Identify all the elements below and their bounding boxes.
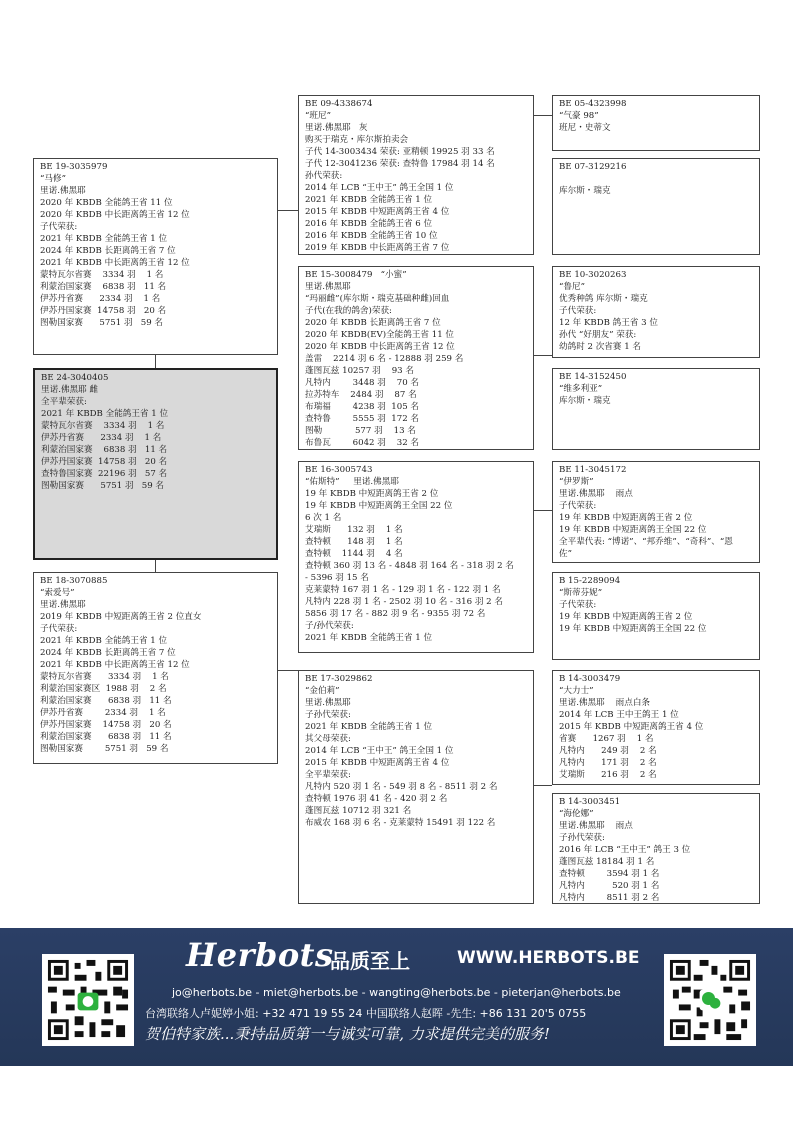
pedigree-line: 盖雷 2214 羽 6 名 - 12888 羽 259 名 <box>305 354 464 364</box>
pedigree-line: 2015 年 KBDB 中短距离鸽王省 4 位 <box>305 758 450 768</box>
pedigree-line: BE 17-3029862 <box>305 674 373 684</box>
pedigree-line: 19 年 KBDB 中短距离鸽王省 2 位 <box>559 612 693 622</box>
pedigree-line: BE 10-3020263 <box>559 270 627 280</box>
pedigree-line: BE 24-3040405 <box>41 373 109 383</box>
pedigree-line: 查特鲁国家赛 22196 羽 57 名 <box>41 469 168 479</box>
pedigree-line: 里诺.佛黑耶 雌 <box>41 385 99 395</box>
pedigree-line: 蓬图瓦兹 10712 羽 321 名 <box>305 806 412 816</box>
pedigree-line: 2024 年 KBDB 长距离鸽王省 7 位 <box>40 648 176 658</box>
pedigree-line: “海伦娜” <box>559 809 594 819</box>
pedigree-line: 蓬图瓦兹 10257 羽 93 名 <box>305 366 414 376</box>
pedigree-line: BE 16-3005743 <box>305 465 373 475</box>
pedigree-line: 凡特内 8511 羽 2 名 <box>559 893 660 903</box>
pedigree-line: 孙代 “好朋友” 荣获: <box>559 330 637 340</box>
dam-sire-card <box>298 461 534 653</box>
sire-dam-card <box>298 266 534 450</box>
pedigree-line: 里诺.佛黑耶 雨点 <box>559 489 633 499</box>
pedigree-line: “斯蒂芬妮” <box>559 588 603 598</box>
sire-sire-sire-card <box>552 95 760 151</box>
pedigree-line: 2021 年 KBDB 全能鸽王省 1 位 <box>41 409 169 419</box>
pedigree-line: 图勒 577 羽 13 名 <box>305 426 416 436</box>
pedigree-line: BE 18-3070885 <box>40 576 108 586</box>
pedigree-line: 2015 年 KBDB 中短距离鸽王省 4 位 <box>305 207 450 217</box>
pedigree-line: 全平辈荣获: <box>305 770 351 780</box>
pedigree-line: 19 年 KBDB 中短距离鸽王省 2 位 <box>559 513 693 523</box>
dam-dam-dam-card <box>552 793 760 904</box>
pedigree-line: BE 09-4338674 <box>305 99 373 109</box>
pedigree-line: 2015 年 KBDB 中短距离鸽王省 4 位 <box>559 722 704 732</box>
pedigree-line: 子代荣获: <box>559 501 597 511</box>
pedigree-line: BE 15-3008479 “小蜜” <box>305 270 407 280</box>
pedigree-line: 里诺.佛黑耶 <box>305 698 351 708</box>
pedigree-line: 利蒙治国家赛区 1988 羽 2 名 <box>40 684 167 694</box>
pedigree-line: BE 07-3129216 <box>559 162 627 172</box>
sire-dam-sire-card <box>552 266 760 358</box>
pedigree-line: B 14-3003451 <box>559 797 621 807</box>
sire-sire-card <box>298 95 534 255</box>
pedigree-line: 伊苏丹国家赛 14758 羽 20 名 <box>41 457 168 467</box>
connector <box>534 355 552 356</box>
pedigree-line: 2020 年 KBDB 长距离鸽王省 7 位 <box>305 318 441 328</box>
pedigree-line: 2021 年 KBDB 全能鸽王省 1 位 <box>305 195 433 205</box>
qr-code-icon[interactable] <box>664 954 756 1046</box>
pedigree-line: 2020 年 KBDB 中长距离鸽王省 12 位 <box>305 342 455 352</box>
pedigree-line: 2021 年 KBDB 中长距离鸽王省 12 位 <box>40 660 190 670</box>
pedigree-line: BE 05-4323998 <box>559 99 627 109</box>
pedigree-line: 凡特内 228 羽 1 名 - 2502 羽 10 名 - 316 羽 2 名 <box>305 597 503 607</box>
pedigree-line: 12 年 KBDB 鸽王省 3 位 <box>559 318 658 328</box>
pedigree-line: 19 年 KBDB 中短距离鸽王全国 22 位 <box>305 501 453 511</box>
pedigree-line: 子孙代荣获: <box>305 710 351 720</box>
pedigree-line: B 15-2289094 <box>559 576 621 586</box>
pedigree-line: 利蒙治国家赛 6838 羽 11 名 <box>40 732 172 742</box>
pedigree-line: 2021 年 KBDB 中长距离鸽王省 12 位 <box>40 258 190 268</box>
pedigree-line: 子/孙代荣获: <box>305 621 354 631</box>
subject-card <box>33 368 278 560</box>
connector <box>155 355 156 369</box>
pedigree-line: 5856 羽 17 名 - 882 羽 9 名 - 9355 羽 72 名 <box>305 609 486 619</box>
pedigree-line: 其父母荣获: <box>305 734 351 744</box>
footer-banner <box>0 928 793 1066</box>
pedigree-line: 子代 14-3003434 荣获: 亚精顿 19925 羽 33 名 <box>305 147 495 157</box>
pedigree-line: 伊苏丹省赛 2334 羽 1 名 <box>40 294 161 304</box>
sire-sire-dam-card <box>552 158 760 255</box>
pedigree-line: 孙代荣获: <box>305 171 343 181</box>
pedigree-line: 凡特内 171 羽 2 名 <box>559 758 657 768</box>
pedigree-line: 购买于瑞克・库尔斯拍卖会 <box>305 135 409 145</box>
pedigree-line: 蓬图瓦兹 18184 羽 1 名 <box>559 857 655 867</box>
pedigree-line: “鲁尼” <box>559 282 585 292</box>
pedigree-line: - 5396 羽 15 名 <box>305 573 369 583</box>
pedigree-line: 子代荣获: <box>40 624 78 634</box>
pedigree-line: BE 11-3045172 <box>559 465 627 475</box>
pedigree-line: 子代荣获: <box>559 306 597 316</box>
pedigree-line: 库尔斯・瑞克 <box>559 396 611 406</box>
pedigree-line: 2014 年 LCB “王中王” 鸽王全国 1 位 <box>305 746 454 756</box>
pedigree-line: 6 次 1 名 <box>305 513 342 523</box>
dam-card <box>33 572 278 764</box>
pedigree-line: “维多利亚” <box>559 384 603 394</box>
pedigree-line: 19 年 KBDB 中短距离鸽王全国 22 位 <box>559 624 707 634</box>
pedigree-line: 2019 年 KBDB 中长距离鸽王省 7 位 <box>305 243 450 253</box>
pedigree-line: “大力士” <box>559 686 594 696</box>
pedigree-line: B 14-3003479 <box>559 674 621 684</box>
pedigree-line: 2014 年 LCB “王中王” 鸽王全国 1 位 <box>305 183 454 193</box>
pedigree-line: 省赛 1267 羽 1 名 <box>559 734 654 744</box>
brand-logo: Herbots <box>186 936 334 974</box>
pedigree-line: 利蒙治国家赛 6838 羽 11 名 <box>40 282 167 292</box>
pedigree-line: BE 14-3152450 <box>559 372 627 382</box>
connector <box>155 558 156 573</box>
pedigree-line: 布鲁瓦 6042 羽 32 名 <box>305 438 420 448</box>
pedigree-line: 拉苏特车 2484 羽 87 名 <box>305 390 417 400</box>
pedigree-line: 2016 年 KBDB 全能鸽王省 6 位 <box>305 219 433 229</box>
pedigree-line: 全平辈荣获: <box>41 397 87 407</box>
connector <box>534 115 552 116</box>
pedigree-line: 布瑞福 4238 羽 105 名 <box>305 402 420 412</box>
pedigree-line: 佐” <box>559 549 572 559</box>
pedigree-line: 班尼・史蒂文 <box>559 123 611 133</box>
pedigree-line: 蒙特瓦尔省赛 3334 羽 1 名 <box>40 672 169 682</box>
pedigree-line: 利蒙治国家赛 6838 羽 11 名 <box>40 696 172 706</box>
pedigree-line: 克莱蒙特 167 羽 1 名 - 129 羽 1 名 - 122 羽 1 名 <box>305 585 501 595</box>
pedigree-line: 库尔斯・瑞克 <box>559 186 611 196</box>
pedigree-line: 2021 年 KBDB 全能鸽王省 1 位 <box>40 234 168 244</box>
pedigree-line: 艾瑞斯 132 羽 1 名 <box>305 525 403 535</box>
connector <box>534 785 552 786</box>
pedigree-line: 查特顿 1144 羽 4 名 <box>305 549 403 559</box>
pedigree-line: 2024 年 KBDB 长距离鸽王省 7 位 <box>40 246 176 256</box>
connector <box>534 510 552 511</box>
pedigree-line: 伊苏丹国家赛 14758 羽 20 名 <box>40 306 167 316</box>
pedigree-line <box>559 173 753 185</box>
pedigree-line: 查特顿 360 羽 13 名 - 4848 羽 164 名 - 318 羽 2 名 <box>305 561 514 571</box>
pedigree-line: 里诺.佛黑耶 雨点白条 <box>559 698 651 708</box>
pedigree-line: “伊罗斯” <box>559 477 594 487</box>
connector <box>278 210 298 211</box>
pedigree-line: 全平辈代表: “博诺”、“邦乔维”、“奇科”、“恩 <box>559 537 733 547</box>
pedigree-line: 图勒国家赛 5751 羽 59 名 <box>40 744 169 754</box>
pedigree-line: 凡特内 249 羽 2 名 <box>559 746 657 756</box>
pedigree-line: 2020 年 KBDB 中长距离鸽王省 12 位 <box>40 210 190 220</box>
pedigree-line: 2016 年 LCB “王中王” 鸽王 3 位 <box>559 845 691 855</box>
pedigree-line: 2021 年 KBDB 全能鸽王省 1 位 <box>305 633 433 643</box>
pedigree-line: 19 年 KBDB 中短距离鸽王全国 22 位 <box>559 525 707 535</box>
pedigree-line: 图勒国家赛 5751 羽 59 名 <box>41 481 165 491</box>
dam-dam-sire-card <box>552 670 760 785</box>
pedigree-line: 查特顿 3594 羽 1 名 <box>559 869 660 879</box>
pedigree-line: 凡特内 520 羽 1 名 <box>559 881 660 891</box>
pedigree-line: BE 19-3035979 <box>40 162 108 172</box>
phone-contacts: 台湾联络人卢妮婷小姐: +32 471 19 55 24 中国联络人赵晖 -先生: +86 131 20'5 0755 <box>145 1007 587 1020</box>
pedigree-line: 2019 年 KBDB 中短距离鸽王省 2 位直女 <box>40 612 202 622</box>
dam-sire-dam-card <box>552 572 760 660</box>
pedigree-line: 子代(在我的鸽舍)荣获: <box>305 306 392 316</box>
brand-slogan: 品质至上 <box>330 949 410 973</box>
pedigree-line: 2021 年 KBDB 全能鸽王省 1 位 <box>40 636 168 646</box>
pedigree-line: 子代 12-3041236 荣获: 查特鲁 17984 羽 14 名 <box>305 159 495 169</box>
qr-code-icon[interactable] <box>42 954 134 1046</box>
pedigree-line: 子代荣获: <box>40 222 78 232</box>
pedigree-line: 19 年 KBDB 中短距离鸽王省 2 位 <box>305 489 439 499</box>
pedigree-line: “金伯莉” <box>305 686 340 696</box>
website-link[interactable]: WWW.HERBOTS.BE <box>457 948 640 968</box>
pedigree-line: 子代荣获: <box>559 600 597 610</box>
pedigree-line: 里诺.佛黑耶 <box>305 282 351 292</box>
pedigree-line: 蒙特瓦尔省赛 3334 羽 1 名 <box>41 421 165 431</box>
pedigree-line: 查特顿 148 羽 1 名 <box>305 537 403 547</box>
pedigree-line: 布威农 168 羽 6 名 - 克莱蒙特 15491 羽 122 名 <box>305 818 496 828</box>
email-contacts[interactable]: jo@herbots.be - miet@herbots.be - wangting@herbots.be - pieterjan@herbots.be <box>172 986 621 999</box>
pedigree-line: 蒙特瓦尔省赛 3334 羽 1 名 <box>40 270 164 280</box>
pedigree-line: 优秀种鸽 库尔斯・瑞克 <box>559 294 648 304</box>
pedigree-line: 查特鲁 5555 羽 172 名 <box>305 414 420 424</box>
pedigree-line: “气豪 98” <box>559 111 599 121</box>
pedigree-line: “佑斯特” 里诺.佛黑耶 <box>305 477 399 487</box>
pedigree-line: 利蒙治国家赛 6838 羽 11 名 <box>41 445 168 455</box>
pedigree-line: 艾瑞斯 216 羽 2 名 <box>559 770 657 780</box>
pedigree-line: 子孙代荣获: <box>559 833 605 843</box>
dam-dam-card <box>298 670 534 904</box>
pedigree-line: 伊苏丹省赛 2334 羽 1 名 <box>41 433 162 443</box>
pedigree-line: “马修” <box>40 174 66 184</box>
pedigree-line: 凡特内 520 羽 1 名 - 549 羽 8 名 - 8511 羽 2 名 <box>305 782 498 792</box>
pedigree-line: 2020 年 KBDB(EV)全能鸽王省 11 位 <box>305 330 455 340</box>
pedigree-line: 图勒国家赛 5751 羽 59 名 <box>40 318 164 328</box>
connector <box>278 670 298 671</box>
pedigree-line: 凡特内 3448 羽 70 名 <box>305 378 420 388</box>
pedigree-line: 里诺.佛黑耶 <box>40 600 86 610</box>
sire-card <box>33 158 278 355</box>
pedigree-line: 2014 年 LCB 王中王鸽王 1 位 <box>559 710 679 720</box>
pedigree-line: 伊苏丹国家赛 14758 羽 20 名 <box>40 720 172 730</box>
pedigree-line: 2021 年 KBDB 全能鸽王省 1 位 <box>305 722 433 732</box>
pedigree-line: 2020 年 KBDB 全能鸽王省 11 位 <box>40 198 173 208</box>
pedigree-line: “索爱号” <box>40 588 75 598</box>
pedigree-line: “玛丽雌”(库尔斯・瑞克基础种雌)回血 <box>305 294 450 304</box>
company-motto: 贺伯特家族...秉持品质第一与诚实可靠, 力求提供完美的服务! <box>145 1025 550 1043</box>
sire-dam-dam-card <box>552 368 760 450</box>
pedigree-line: 查特顿 1976 羽 41 名 - 420 羽 2 名 <box>305 794 448 804</box>
pedigree-line: 幼鸽时 2 次省赛 1 名 <box>559 342 642 352</box>
pedigree-line: 伊苏丹省赛 2334 羽 1 名 <box>40 708 166 718</box>
pedigree-line: “班尼” <box>305 111 331 121</box>
pedigree-line: 里诺.佛黑耶 雨点 <box>559 821 633 831</box>
pedigree-line: 里诺.佛黑耶 灰 <box>305 123 368 133</box>
pedigree-line: 里诺.佛黑耶 <box>40 186 86 196</box>
dam-sire-sire-card <box>552 461 760 563</box>
pedigree-line: 2016 年 KBDB 全能鸽王省 10 位 <box>305 231 438 241</box>
